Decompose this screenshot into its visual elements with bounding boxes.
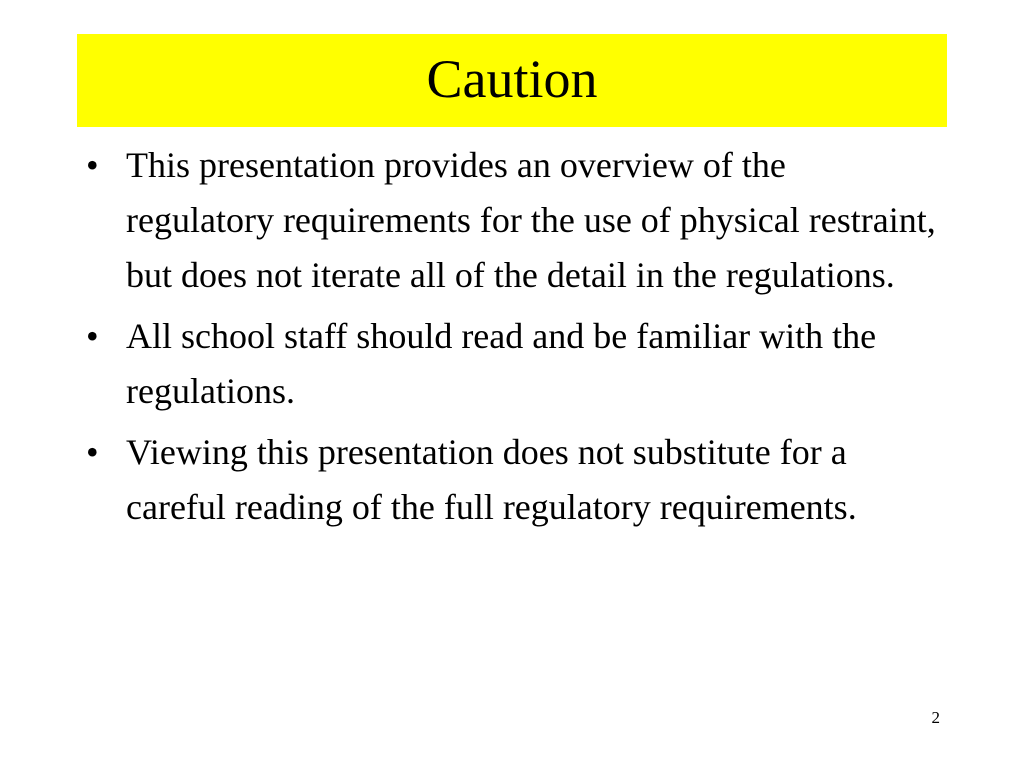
- bullet-item: [86, 309, 936, 419]
- bullet-item: [86, 138, 936, 303]
- bullet-list: [86, 138, 936, 541]
- bullet-text: All school staff should read and be familiar with the regulations.: [126, 316, 877, 411]
- bullet-item: [86, 425, 936, 535]
- bullet-text: Viewing this presentation does not substitute for a careful reading of the full regulatory requirements.: [126, 432, 857, 527]
- bullet-dot-icon: •: [86, 316, 99, 356]
- bullet-dot-icon: •: [86, 432, 99, 472]
- page-number: 2: [931, 708, 940, 727]
- bullet-text: This presentation provides an overview of the regulatory requirements for the use of physical restraint, but does not iterate all of the detail in the regulations.: [126, 145, 936, 295]
- title-banner: [77, 34, 947, 127]
- slide-title: Caution: [426, 48, 598, 109]
- bullet-dot-icon: •: [86, 145, 99, 185]
